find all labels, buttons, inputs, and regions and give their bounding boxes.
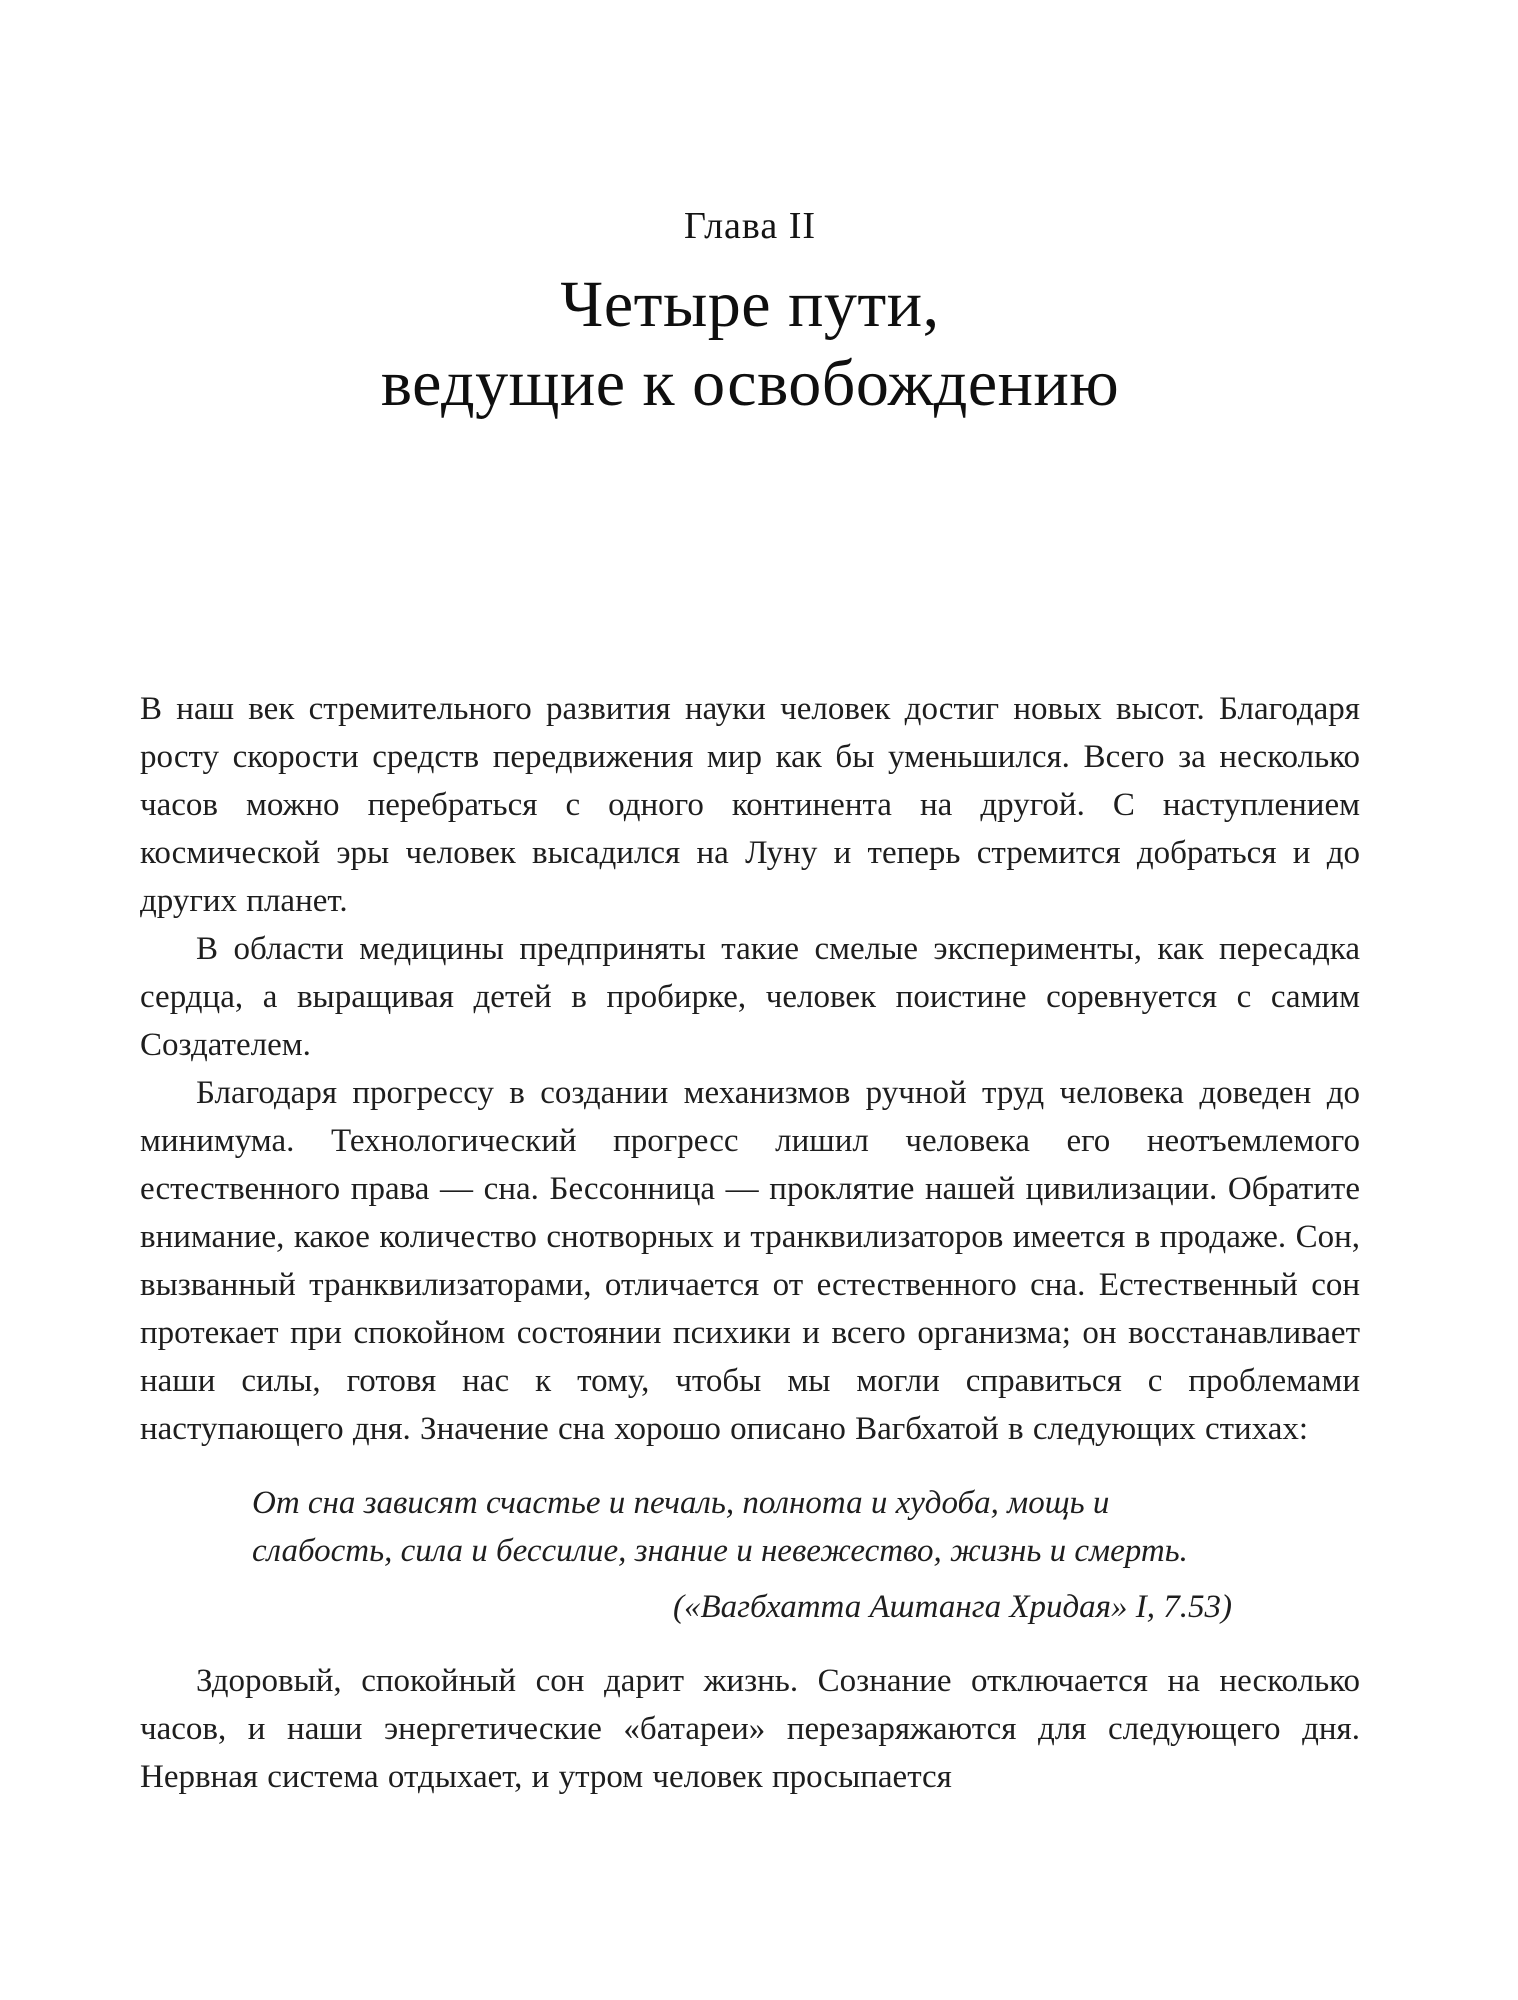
body-paragraph-1: В наш век стремительного развития науки человек достиг новых высот. Благодаря росту скорости средств передвижения мир как бы уменьшился. Всего за несколько часов можно перебраться с одного континента на другой. С наступлением космической эры человек высадился на Луну и теперь стремится добраться и до других планет. bbox=[140, 691, 1360, 919]
chapter-title bbox=[140, 265, 1360, 423]
chapter-title-line-1: Четыре пути, bbox=[560, 268, 940, 341]
verse-attribution: («Вагбхатта Аштанга Хридая» I, 7.53) bbox=[673, 1589, 1232, 1625]
body-paragraph-3: Благодаря прогрессу в создании механизмов ручной труд человека доведен до минимума. Технологический прогресс лишил человека его неотъемлемого естественного права — сна. Бессонница — проклятие нашей цивилизации. Обратите внимание, какое количество снотворных и транквилизаторов имеется в продаже. Сон, вызванный транквилизаторами, отличается от естественного сна. Естественный сон протекает при спокойном состоянии психики и всего организма; он восстанавливает наши силы, готовя нас к тому, чтобы мы могли справиться с проблемами наступающего дня. Значение сна хорошо описано Вагбхатой в следующих стихах: bbox=[140, 1075, 1360, 1447]
verse-text: От сна зависят счастье и печаль, полнота и худоба, мощь и слабость, сила и бессилие, знание и невежество, жизнь и смерть. bbox=[252, 1485, 1188, 1569]
body-text bbox=[140, 685, 1360, 1801]
body-paragraph-4: Здоровый, спокойный сон дарит жизнь. Сознание отключается на несколько часов, и наши энергетические «батареи» перезаряжаются для следующего дня. Нервная система отдыхает, и утром человек просыпается bbox=[140, 1663, 1360, 1795]
chapter-title-line-2: ведущие к освобождению bbox=[380, 347, 1120, 420]
verse-quote bbox=[252, 1479, 1232, 1631]
chapter-label: Глава II bbox=[683, 205, 817, 247]
body-paragraph-2: В области медицины предприняты такие смелые эксперименты, как пересадка сердца, а выращивая детей в пробирке, человек поистине соревнуется с самим Создателем. bbox=[140, 931, 1360, 1063]
